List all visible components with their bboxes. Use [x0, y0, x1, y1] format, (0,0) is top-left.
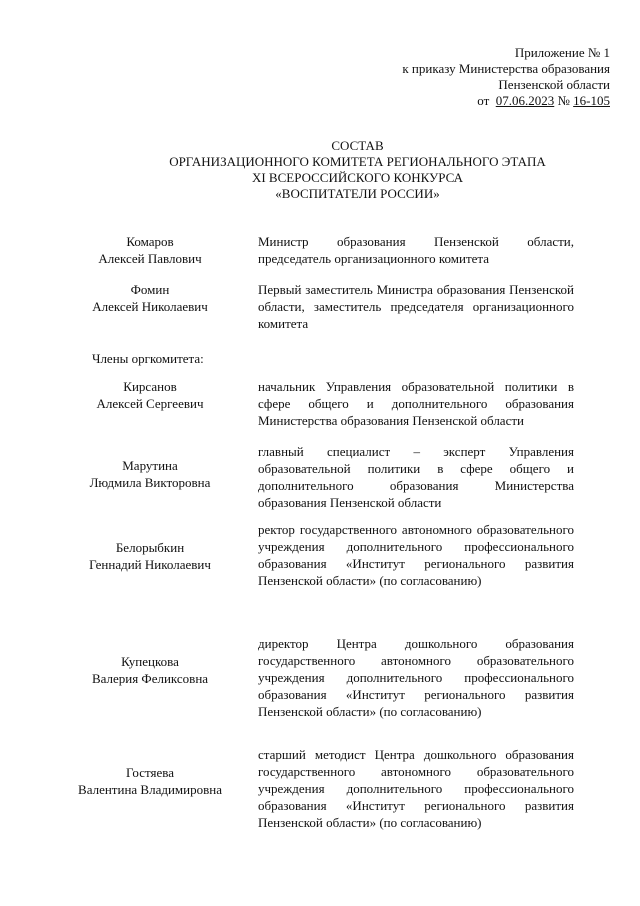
member-name	[60, 378, 240, 412]
member-given-names: Валерия Феликсовна	[91, 671, 209, 686]
member-given-names: Алексей Сергеевич	[96, 396, 204, 411]
member-name	[60, 233, 240, 267]
member-given-names: Геннадий Николаевич	[89, 557, 211, 572]
member-role: Первый заместитель Министра образования Пензенской области, заместитель председателя организационного комитета	[258, 282, 574, 331]
member-given-names: Валентина Владимировна	[78, 782, 222, 797]
title-line-4: «ВОСПИТАТЕЛИ РОССИИ»	[275, 186, 440, 201]
members-label: Члены оргкомитета:	[92, 351, 204, 366]
member-role: Министр образования Пензенской области, председатель организационного комитета	[258, 234, 574, 266]
number-prefix: №	[557, 93, 570, 108]
ministry-region: Пензенской области	[498, 77, 610, 92]
member-role: главный специалист – эксперт Управления образовательной политики в сфере общего и дополнительного образования Министерства образования Пензенской области	[258, 444, 574, 510]
member-given-names: Алексей Павлович	[98, 251, 202, 266]
member-role: начальник Управления образовательной политики в сфере общего и дополнительного образования Министерства образования Пензенской области	[258, 379, 574, 428]
member-given-names: Алексей Николаевич	[92, 299, 208, 314]
member-surname: Комаров	[126, 234, 174, 249]
member-name	[60, 764, 240, 798]
member-surname: Фомин	[130, 282, 170, 297]
member-name	[60, 281, 240, 315]
member-name	[60, 653, 240, 687]
date-prefix: от	[477, 93, 490, 108]
member-role: ректор государственного автономного образовательного учреждения дополнительного профессионального образования «Институт регионального развития Пензенской области» (по согласованию)	[258, 522, 574, 588]
member-role: старший методист Центра дошкольного образования государственного автономного образовательного учреждения дополнительного профессионального образования «Институт регионального развития Пензенской области» (по согласованию)	[258, 747, 574, 830]
member-surname: Купецкова	[121, 654, 179, 669]
order-date: 07.06.2023	[495, 93, 555, 108]
title-line-3: XI ВСЕРОССИЙСКОГО КОНКУРСА	[251, 170, 464, 185]
member-role: директор Центра дошкольного образования государственного автономного образовательного учреждения дополнительного профессионального образования «Институт регионального развития Пензенской области» (по согласованию)	[258, 636, 574, 719]
document-title	[0, 138, 640, 202]
member-name	[60, 457, 240, 491]
member-name	[60, 539, 240, 573]
appendix-header	[402, 45, 610, 109]
order-number: 16-105	[573, 93, 610, 108]
member-surname: Марутина	[122, 458, 178, 473]
title-line-2: ОРГАНИЗАЦИОННОГО КОМИТЕТА РЕГИОНАЛЬНОГО ЭТАПА	[169, 154, 546, 169]
order-date-line	[402, 93, 610, 109]
member-surname: Кирсанов	[123, 379, 177, 394]
appendix-number: Приложение № 1	[514, 45, 610, 60]
order-reference: к приказу Министерства образования	[402, 61, 610, 76]
member-surname: Белорыбкин	[115, 540, 185, 555]
title-line-1: СОСТАВ	[331, 138, 384, 153]
member-surname: Гостяева	[126, 765, 174, 780]
member-given-names: Людмила Викторовна	[89, 475, 211, 490]
